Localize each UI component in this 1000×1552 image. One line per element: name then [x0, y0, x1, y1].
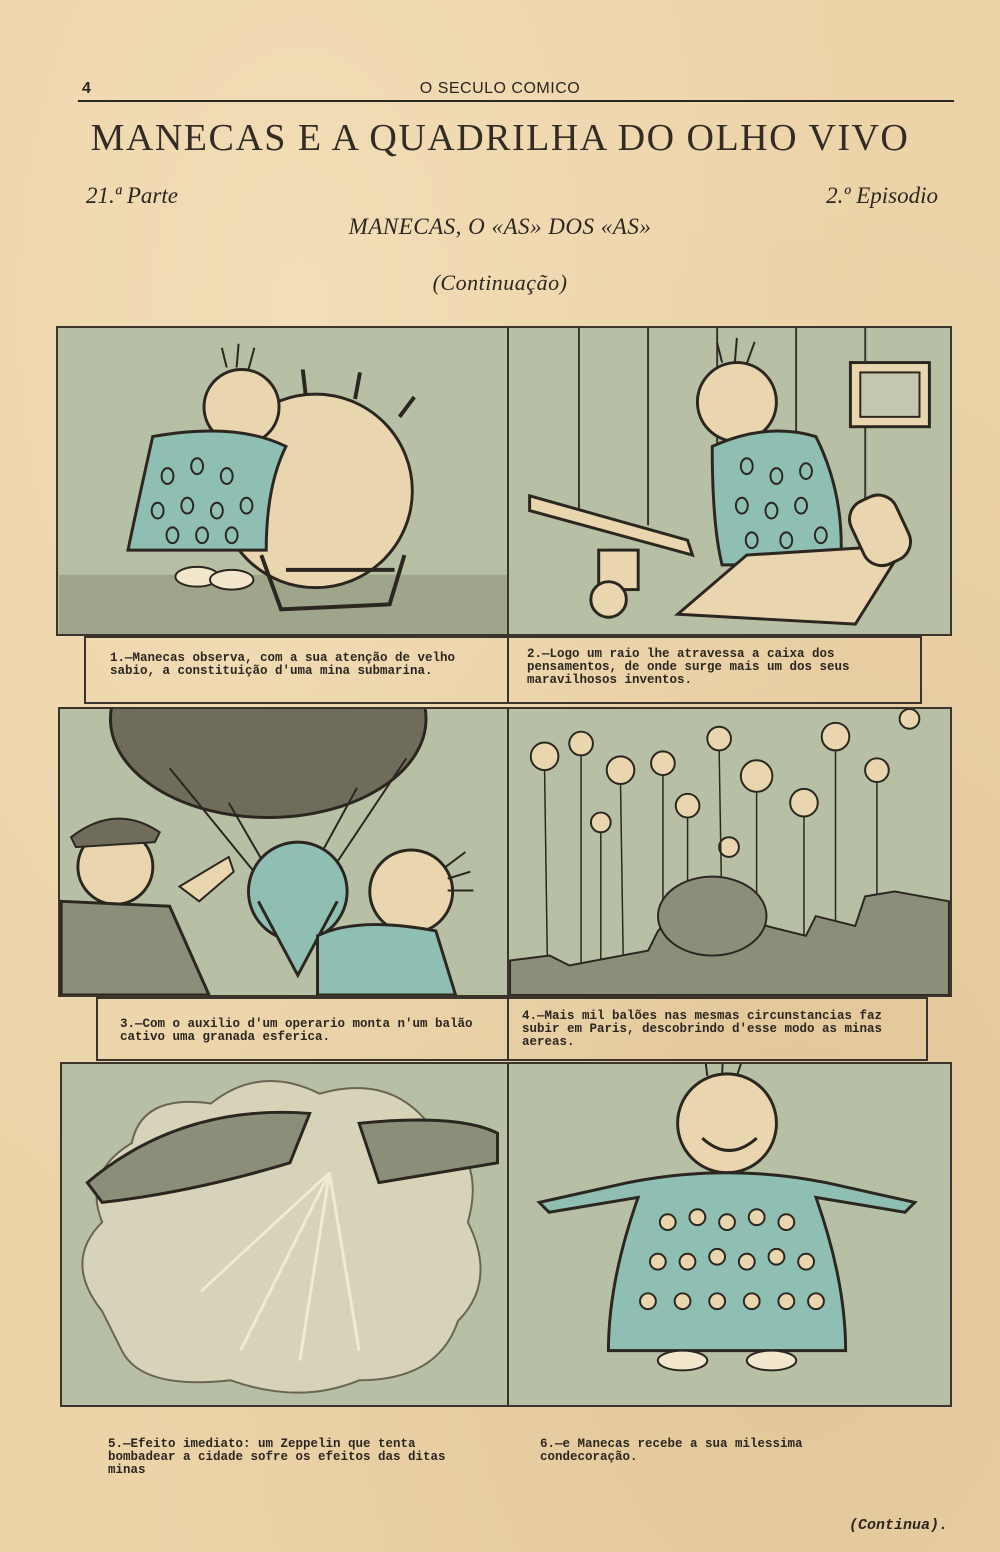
caption-2: 2.—Logo um raio lhe atravessa a caixa dos pensamentos, de onde surge mais um dos seus maravilhosos inventos.	[527, 647, 850, 687]
caption-divider-2	[507, 997, 509, 1061]
part-label: 21.ª Parte	[86, 183, 178, 208]
continues-note: (Continua).	[848, 1517, 948, 1534]
comic-panel-6	[507, 1062, 952, 1407]
comic-panel-3	[58, 707, 509, 997]
caption-3: 3.—Com o auxilio d'um operario monta n'um balão cativo uma granada esferica.	[120, 1017, 473, 1044]
page-number: 4	[82, 80, 91, 97]
header-rule	[78, 100, 954, 102]
comic-panel-1	[56, 326, 511, 636]
panel-6-illustration	[509, 1064, 950, 1405]
panel-2-illustration	[509, 328, 950, 634]
panel-5-illustration	[62, 1064, 507, 1405]
comic-panel-2	[507, 326, 952, 636]
publication-name: O SECULO COMICO	[419, 80, 581, 97]
comic-title: MANECAS E A QUADRILHA DO OLHO VIVO	[90, 117, 910, 159]
episode-label: 2.º Episodio	[826, 183, 938, 208]
comic-panel-4	[507, 707, 952, 997]
panel-1-illustration	[58, 328, 509, 634]
comic-panel-5	[60, 1062, 509, 1407]
caption-divider-1	[507, 636, 509, 704]
caption-4: 4.—Mais mil balões nas mesmas circunstancias faz subir em Paris, descobrindo d'esse modo as minas aereas.	[522, 1009, 883, 1049]
panel-3-illustration	[60, 709, 507, 995]
panel-4-illustration	[509, 709, 950, 995]
caption-5: 5.—Efeito imediato: um Zeppelin que tenta bombadear a cidade sofre os efeitos das ditas minas	[108, 1437, 446, 1477]
episode-subtitle: MANECAS, O «AS» DOS «AS»	[348, 214, 652, 239]
continuation-note: (Continuação)	[432, 270, 568, 295]
caption-1: 1.—Manecas observa, com a sua atenção de velho sabio, a constituição d'uma mina submarina.	[110, 651, 456, 678]
caption-6: 6.—e Manecas recebe a sua milessima condecoração.	[540, 1437, 803, 1464]
